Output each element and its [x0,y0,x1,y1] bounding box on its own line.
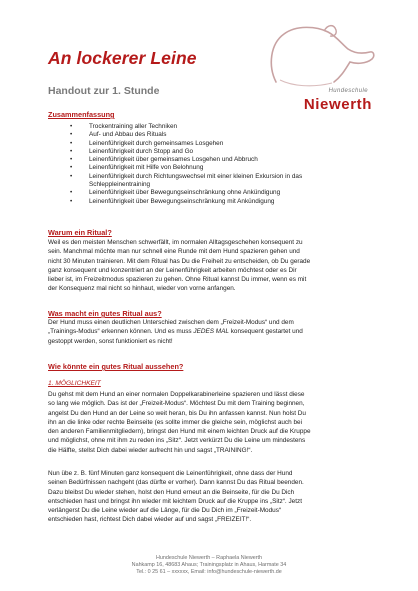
summary-list [70,123,302,206]
footer-line: Hundeschule Niewerth – Raphaela Niewerth [155,555,263,561]
emphasis-text: JEDES MAL [193,328,229,336]
list-item-text: Trockentraining aller Techniken [89,123,178,130]
text-run: „Trainings-Modus“ erkennen können. Und es muss [48,328,194,336]
list-item-text: Leinenführigkeit durch Richtungswechsel mit einer kleinen Exkursion in das [89,172,303,180]
page-footer [0,555,418,576]
summary-list-item [70,123,302,131]
paragraph-line: Dazu bleibst Du wieder stehen, holst den Hund erneut an die Beinseite, für die Du Dich [48,488,295,496]
list-item-text: Schleppleinentraining [89,181,151,189]
paragraph-line: Nun übe z. B. fünf Minuten ganz konsequent die Leinenführigkeit, ohne dass der Hund [48,470,293,477]
paragraph-line: so lang wie möglich. Das ist der „Freizeit-Modus“. Möchtest Du mit dem Training beginnen, [48,400,305,408]
paragraph-line: sein. Manchmal möchte man nur schnell eine Runde mit dem Hund spazieren gehen und [48,248,300,256]
paragraph-line: und möglichst, ohne mit ihm zu reden ins „Sitz“. Jetzt verkürzt Du die Leine um mindestens [48,437,306,445]
how-ritual-heading: Wie könnte ein gutes Ritual aussehen? [48,362,184,371]
paragraph-line [48,327,378,336]
summary-list-item [70,173,302,190]
paragraph-line: ihn an die linke oder rechte Beinseite (es sollte immer die gleiche sein, möglichst auch bei [48,418,302,426]
list-item-text: Leinenführigkeit durch Stopp and Go [89,147,194,155]
good-ritual-heading: Was macht ein gutes Ritual aus? [48,309,162,318]
logo-brand: Niewerth [303,96,372,113]
summary-list-item [70,198,302,206]
paragraph-line: Du gehst mit dem Hund an einer normalen Doppelkarabinerleine spazieren und lässt diese [48,391,305,398]
good-ritual-paragraph [48,318,378,346]
footer-line: Tel.: 0 25 61 – xxxxxx, Email: info@hundeschule-niewerth.de [136,569,282,575]
how-ritual-paragraph-2 [48,469,378,525]
summary-list-item [70,189,302,197]
document-title: An lockerer Leine [48,48,197,68]
list-item-text: Leinenführigkeit mit Hilfe von Belohnung [89,164,204,172]
paragraph-line: entschieden hast und bringst ihn wieder mit leichtem Druck auf die Kruppe ins „Sitz“. Jetzt [48,497,302,505]
option-label: 1. MÖGLICHKEIT [48,380,101,387]
list-item-text: Leinenführigkeit über Bewegungseinschränkung ohne Ankündigung [89,189,281,197]
list-item-text: Leinenführigkeit über Bewegungseinschränkung mit Ankündigung [89,197,275,205]
paragraph-line: den anderen Familienmitgliedern), bringst den Hund mit einem leichten Druck auf die Kruppe [48,428,311,436]
paragraph-line: Weil es den meisten Menschen schwerfällt, im normalen Alltagsgeschehen konsequent zu [48,239,303,246]
list-item-text: Leinenführigkeit über gemeinsames Losgehen und Abbruch [89,156,258,164]
document-subtitle: Handout zur 1. Stunde [48,85,160,97]
paragraph-line: die Hälfte, stellst Dich dabei wieder aufrecht hin und sagst „TRAINING!“. [48,446,253,454]
paragraph-line: gestoppt werden, sonst funktioniert es nicht! [48,337,173,345]
summary-list-item [70,156,302,164]
paragraph-line: Der Hund muss einen deutlichen Unterschied zwischen dem „Freizeit-Modus“ und dem [48,319,294,326]
paragraph-line: entschieden hast, richtest Dich dabei wieder auf und sagst „FREIZEIT!“. [48,516,252,524]
logo-tagline: Hundeschule [328,88,368,94]
summary-heading: Zusammenfassung [48,110,115,119]
paragraph-line: nicht 30 Minuten trainieren. Mit dem Ritual has Du die Freiheit zu entscheiden, ob Du gerade [48,257,311,265]
summary-list-item [70,140,302,148]
list-item-text: Leinenführigkeit durch gemeinsames Losgehen [89,139,224,147]
footer-line: Nahkamp 16, 48683 Ahaus; Trainingsplatz in Ahaus, Harmate 34 [131,562,287,568]
paragraph-line: angelst Du den Hund an der Leine so weit heran, bis Du ihn anfassen kannst. Nun holst Du [48,409,306,417]
paragraph-line: ganz konsequent und konzentriert an der Leinenführigkeit arbeiten möchtest oder es Dir [48,266,297,274]
paragraph-line: der Konsequenz mal nicht so hinhaut, wieder von vorne anfangen. [48,285,236,293]
hundeschule-logo [262,22,380,113]
paragraph-line: lieber ist, im Freizeitmodus spazieren zu gehen. Ohne Ritual kannst Du immer, wenn es mit [48,276,307,284]
summary-list-item [70,164,302,172]
why-ritual-heading: Warum ein Ritual? [48,228,112,237]
summary-list-item [70,131,302,139]
summary-list-item [70,148,302,156]
paragraph-line: seinen Bedürfnissen nachgeht (das dürfte er vorher). Dann kannst Du das Ritual beenden. [48,479,304,487]
how-ritual-paragraph-1 [48,390,378,455]
why-ritual-paragraph [48,238,378,294]
text-run: konsequent gestartet und [228,328,303,336]
paragraph-line: verlängerst Du die Leine wieder auf die Länge, für die Du Dich im „Freizeit-Modus“ [48,507,282,515]
list-item-text: Auf- und Abbau des Rituals [89,131,167,139]
dog-silhouette-icon [262,22,380,92]
